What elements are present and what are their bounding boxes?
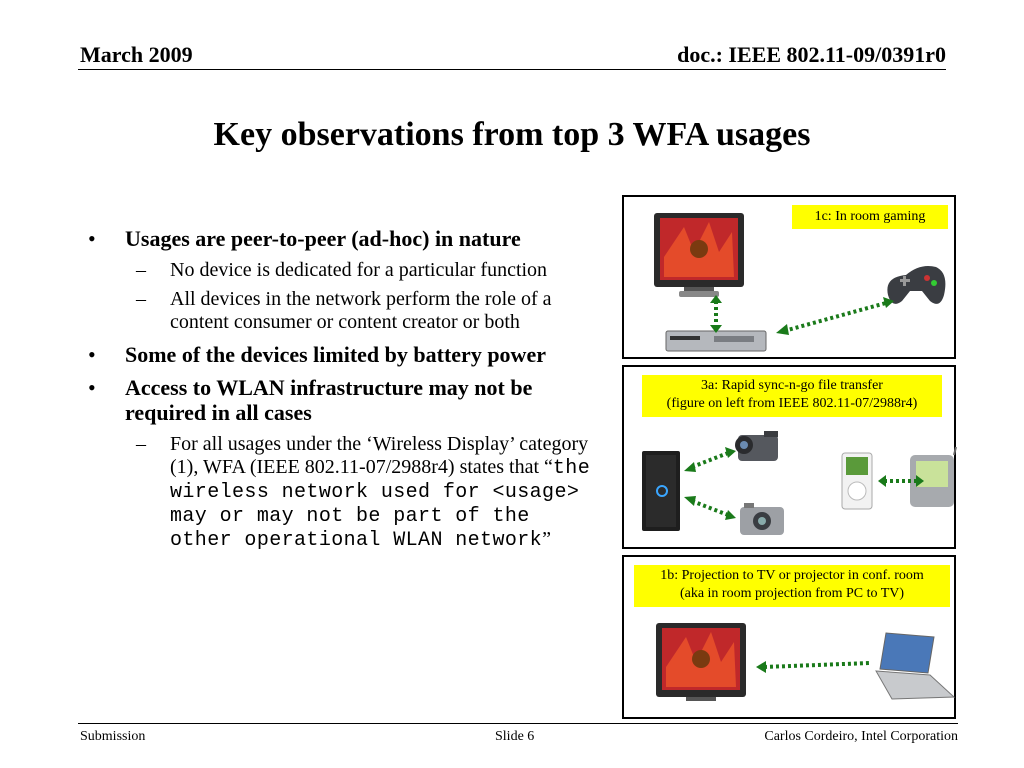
footer-submission: Submission xyxy=(80,729,146,744)
header-date: March 2009 xyxy=(80,42,193,67)
bullet-text: Usages are peer-to-peer (ad-hoc) in nature xyxy=(125,226,521,251)
sub-bullet-text: All devices in the network perform the role of a content consumer or content creator or both xyxy=(170,288,552,333)
sync-illustration xyxy=(624,367,954,547)
sub-bullet-item: – All devices in the network perform the role of a content consumer or content creator or both xyxy=(136,288,552,333)
link-arrow xyxy=(764,663,870,667)
sub-bullet-item: – No device is dedicated for a particular function xyxy=(136,259,548,281)
sub-bullet-item: – For all usages under the ‘Wireless Display’ category (1), WFA (IEEE 802.11-07/2988r4) states that “the wireless network used for <usage> may or may not be part of the other operational WLAN network” xyxy=(136,433,591,552)
panel-gaming xyxy=(622,195,956,359)
slide-title: Key observations from top 3 WFA usages xyxy=(213,116,811,153)
game-console-icon xyxy=(666,331,766,351)
bullet-item: • Some of the devices limited by battery power xyxy=(88,342,546,367)
panel-projection-label-line2: (aka in room projection from PC to TV) xyxy=(679,586,905,601)
link-arrow xyxy=(692,501,728,515)
media-player-icon xyxy=(842,453,872,509)
gamepad-icon xyxy=(887,266,945,304)
sub-bullet-text: No device is dedicated for a particular function xyxy=(170,259,548,281)
video-camera-icon xyxy=(735,431,778,461)
bullet-text: Some of the devices limited by battery power xyxy=(125,342,546,367)
footer-slide-number: Slide 6 xyxy=(495,729,535,744)
footer-author: Carlos Cordeiro, Intel Corporation xyxy=(764,729,958,744)
bullet-text: Access to WLAN infrastructure may not be required in all cases xyxy=(125,375,533,425)
photo-camera-icon xyxy=(740,503,784,535)
quote-suffix: ” xyxy=(542,528,551,550)
quote-mono: the wireless network used for <usage> may or may not be part of the other operational WLAN network xyxy=(170,457,591,552)
link-arrow xyxy=(692,453,728,467)
panel-projection xyxy=(622,555,956,719)
header-doc-id: doc.: IEEE 802.11-09/0391r0 xyxy=(677,42,946,67)
pc-tower-icon xyxy=(642,451,680,531)
header-rule xyxy=(78,69,946,70)
tv-icon xyxy=(654,213,744,297)
bullet-list xyxy=(88,226,598,558)
panel-sync-label-line1: 3a: Rapid sync-n-go file transfer xyxy=(701,378,883,393)
bullet-item: • Access to WLAN infrastructure may not be required in all cases xyxy=(88,375,533,425)
panel-gaming-label: 1c: In room gaming xyxy=(792,205,948,229)
footer-rule xyxy=(78,723,958,724)
laptop-icon xyxy=(876,633,954,699)
quote-prefix: For all usages under the ‘Wireless Display’ category (1), WFA (IEEE 802.11-07/2988r4) states that “ xyxy=(170,433,589,478)
tv-icon xyxy=(656,623,746,701)
link-arrow xyxy=(784,303,886,331)
panel-sync xyxy=(622,365,956,549)
panel-sync-label-line2: (figure on left from IEEE 802.11-07/2988r4) xyxy=(666,396,918,411)
projection-illustration xyxy=(624,557,954,717)
gaming-illustration xyxy=(624,197,954,357)
bullet-item: • Usages are peer-to-peer (ad-hoc) in nature xyxy=(88,226,521,251)
panel-projection-label-line1: 1b: Projection to TV or projector in conf. room xyxy=(660,568,924,583)
